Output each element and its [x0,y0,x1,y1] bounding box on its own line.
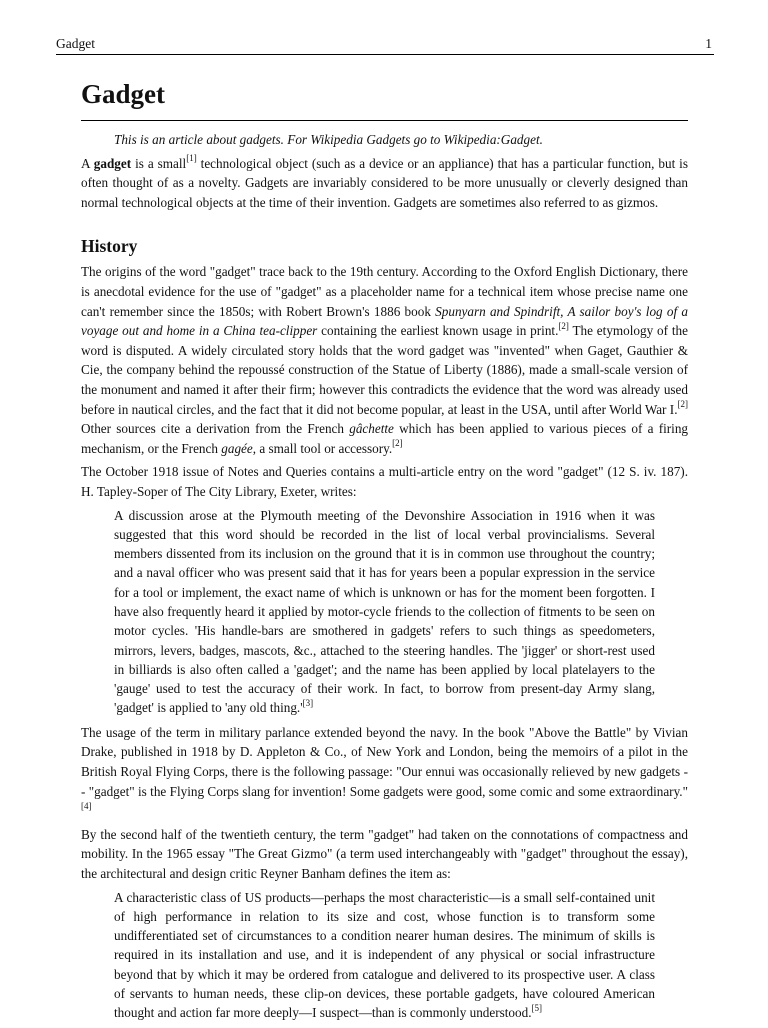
citation-ref[interactable]: [4] [81,800,92,811]
citation-ref[interactable]: [2] [392,438,403,449]
history-paragraph-2: The October 1918 issue of Notes and Queries contains a multi-article entry on the word "gadget" (12 S. iv. 187). H. Tapley-Soper of The City Library, Exeter, writes: [81,464,688,499]
paragraph-text: The usage of the term in military parlance extended beyond the navy. In the book "Above the Battle" by Vivian Drake, published in 1918 by D. Appleton & Co., of New York and London, being the memoirs of a pilot in the British Royal Flying Corps, there is the following passage: "Our ennui was occasionally relieved by new gadgets -- "gadget" is the Flying Corps slang for invention! Some gadgets were good, some comic and some extraordinary." [81,724,688,799]
quote-text: A characteristic class of US products—perhaps the most characteristic—is a small self-contained unit of high performance in relation to its size and cost, whose function is to transform some undifferentiated set of circumstances to a condition nearer human desires. The minimum of skills is required in its installation and use, and it is independent of any physical or social infrastructure beyond that by which it may be ordered from catalogue and delivered to its prospective user. A class of servants to human needs, these clip-on devices, these portable gadgets, have coloured American thought and action far more deeply—I suspect—than is commonly understood. [114,889,655,1021]
history-paragraph-4: By the second half of the twentieth century, the term "gadget" had taken on the connotations of compactness and mobility. In the 1965 essay "The Great Gizmo" (a term used interchangeably with "gadget" throughout the essay), the architectural and design critic Reyner Banham defines the item as: [81,826,688,881]
intro-text: A [81,155,94,171]
history-paragraph-3 [81,723,688,821]
intro-text: is a small [131,155,187,171]
hatnote: This is an article about gadgets. For Wikipedia Gadgets go to Wikipedia:Gadget. [114,132,543,147]
quote-text: A discussion arose at the Plymouth meeting of the Devonshire Association in 1916 when it was suggested that this word should be recorded in the list of local verbal provincialisms. Several members dissented from its inclusion on the ground that it is in common use throughout the country; and a naval officer who was present said that it has for years been a popular expression in the service for a tool or implement, the exact name of which is unknown or has for the moment been forgotten. I have also frequently heard it applied by motor-cycle friends to the collection of fitments to be seen on motor cycles. 'His handle-bars are smothered in gadgets' refers to such things as speedometers, mirrors, levers, badges, mascots, &c., attached to the steering handles. The 'jigger' or short-rest used in billiards is also often called a 'gadget'; and the name has been applied by local platelayers to the 'gauge' used to test the accuracy of their work. In fact, to borrow from present-day Army slang, 'gadget' is applied to 'any old thing.' [114,507,655,716]
block-quote-2 [114,888,655,1023]
page-header [56,36,714,55]
article-title: Gadget [81,78,688,121]
paragraph-text: containing the earliest known usage in print. [317,323,559,339]
book-title: Spunyarn and Spindrift, A sailor boy's log of a voyage out and home in a China tea-clipper [81,303,688,339]
citation-ref[interactable]: [2] [558,320,569,331]
intro-bold-term: gadget [93,155,132,171]
citation-ref[interactable]: [2] [677,399,688,410]
paragraph-text: which has been applied to various pieces of a firing mechanism, or the French [81,421,689,456]
history-paragraph-1 [81,262,688,458]
paragraph-text: The etymology of the word is disputed. A widely circulated story holds that the word gadget was "invented" when Gaget, Gauthier & Cie, the company behind the repoussé construction of the Statue of Liberty (1886), made a small-scale version of the monument and named it after their firm; however this contradicts the evidence that the word was already used before in nautical circles, and the fact that it did not become popular, at least in the USA, until after World War I. [81,323,688,417]
citation-ref[interactable]: [5] [531,1002,543,1013]
page-number: 1 [705,36,712,51]
italic-term: gâchette [349,421,394,437]
italic-term: gagée [221,440,253,456]
intro-text: technological object (such as a device or an appliance) that has a particular function, but is often thought of as a novelty. Gadgets are invariably considered to be more unusually or cleverly designed than normal technological objects at the time of their invention. Gadgets are sometimes also referred to as gizmos. [81,155,688,210]
article-body [81,78,688,1028]
header-title: Gadget [56,36,95,51]
citation-ref[interactable]: [1] [186,153,197,164]
intro-paragraph [81,154,688,213]
paragraph-text: Other sources cite a derivation from the French [81,421,350,437]
block-quote-1 [114,506,655,718]
section-heading-history: History [81,236,138,257]
paragraph-text: , a small tool or accessory. [252,440,393,456]
paragraph-text: The origins of the word "gadget" trace back to the 19th century. According to the Oxford English Dictionary, there is anecdotal evidence for the use of "gadget" as a placeholder name for a technical item whose precise name one can't remember since the 1850s; with Robert Brown's 1886 book [81,264,688,319]
citation-ref[interactable]: [3] [302,698,314,709]
